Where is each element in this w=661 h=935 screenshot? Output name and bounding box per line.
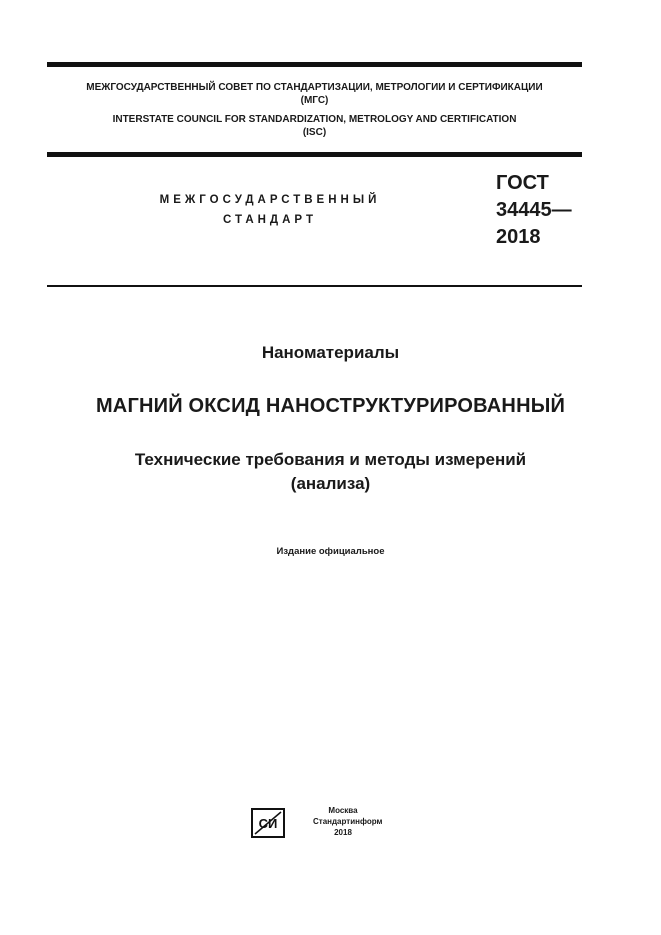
council-ru-line1: МЕЖГОСУДАРСТВЕННЫЙ СОВЕТ ПО СТАНДАРТИЗАЦИИ, МЕТРОЛОГИИ И СЕРТИФИКАЦИИ: [86, 82, 543, 93]
gost-year: 2018: [496, 226, 541, 248]
council-name-en: [47, 113, 582, 139]
council-ru-abbr: (МГС): [300, 95, 329, 106]
council-en-abbr: (ISC): [302, 127, 327, 138]
gost-label: ГОСТ: [496, 172, 549, 194]
imprint: [313, 805, 383, 838]
edition-note: Издание официальное: [276, 546, 385, 557]
document-subtitle: [0, 448, 661, 496]
top-rule: [47, 62, 582, 67]
imprint-publisher: Стандартинформ: [313, 817, 383, 826]
subtitle-line1: Технические требования и методы измерений: [134, 450, 527, 469]
imprint-city: Москва: [328, 806, 358, 815]
document-category: Наноматериалы: [261, 343, 400, 362]
gost-designation: [496, 170, 572, 251]
subtitle-line2: (анализа): [290, 474, 371, 493]
gost-number: 34445—: [496, 199, 572, 221]
council-name-ru: [47, 81, 582, 107]
logo-text: СИ: [258, 816, 278, 831]
document-title: МАГНИЙ ОКСИД НАНОСТРУКТУРИРОВАННЫЙ: [95, 395, 566, 417]
standard-type: [120, 190, 420, 230]
middle-rule: [47, 152, 582, 157]
council-en-line1: INTERSTATE COUNCIL FOR STANDARDIZATION, METROLOGY AND CERTIFICATION: [112, 114, 517, 125]
bottom-rule: [47, 285, 582, 287]
standard-type-line2: СТАНДАРТ: [223, 214, 317, 226]
standartinform-logo-icon: [251, 808, 285, 838]
imprint-year: 2018: [334, 828, 352, 837]
standard-type-line1: МЕЖГОСУДАРСТВЕННЫЙ: [159, 194, 381, 206]
